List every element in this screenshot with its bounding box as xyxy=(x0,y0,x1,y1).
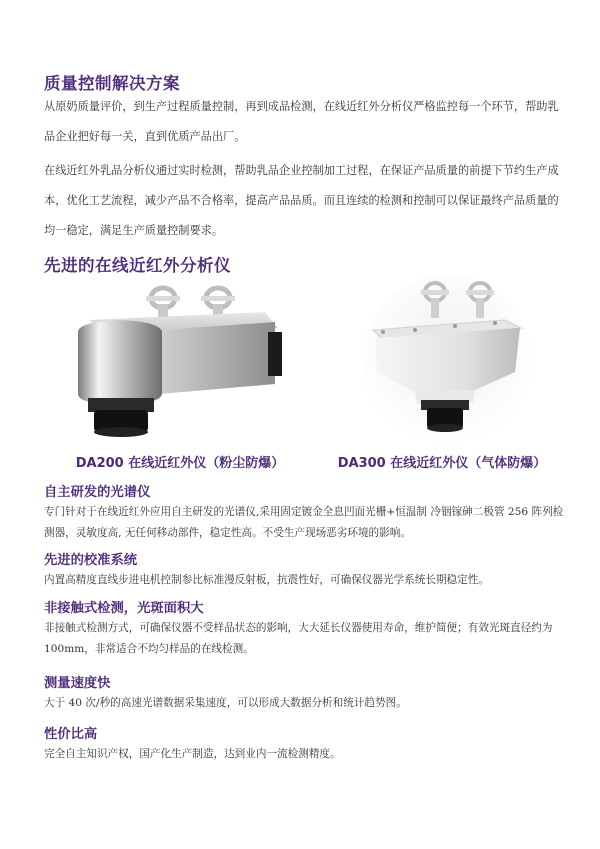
da300-product-image xyxy=(355,272,545,447)
feature-body-speed: 大于 40 次/秒的高速光谱数据采集速度，可以形成大数据分析和统计趋势图。 xyxy=(44,697,407,709)
feature-body-value: 完全自主知识产权，国产化生产制造，达到业内一流检测精度。 xyxy=(44,748,341,760)
intro-paragraph-2: 在线近红外乳品分析仪通过实时检测，帮助乳品企业控制加工过程，在保证产品质量的前提下节约生产成本，优化工艺流程，减少产品不合格率，提高产品品质。而且连续的检测和控制可以保证最终产品质量的均一稳定，满足生产质量控制要求。 xyxy=(44,164,559,237)
products-title: 先进的在线近红外分析仪 xyxy=(44,256,231,275)
feature-title-non-contact: 非接触式检测，光斑面积大 xyxy=(44,601,204,616)
da300-caption: DA300 在线近红外仪（气体防爆） xyxy=(337,456,547,471)
feature-title-spectrometer: 自主研发的光谱仪 xyxy=(44,485,151,500)
feature-title-value: 性价比高 xyxy=(44,727,98,742)
feature-body-spectrometer: 专门针对于在线近红外应用自主研发的光谱仪,采用固定镀金全息凹面光栅+恒温制 冷铟镓砷二极管 256 阵列检测器，灵敏度高, 无任何移动部件，稳定性高。不受生产现场恶劣环境的影响。 xyxy=(44,506,564,539)
feature-body-calibration: 内置高精度直线步进电机控制参比标准漫反射板，抗震性好，可确保仪器光学系统长期稳定性。 xyxy=(44,574,489,586)
intro-title: 质量控制解决方案 xyxy=(44,74,180,93)
feature-title-speed: 测量速度快 xyxy=(44,676,111,691)
feature-body-non-contact: 非接触式检测方式，可确保仪器不受样品状态的影响，大大延长仪器使用寿命，维护简便；有效光斑直径约为 100mm，非常适合不均匀样品的在线检测。 xyxy=(44,622,553,655)
intro-paragraph-1: 从原奶质量评价，到生产过程质量控制，再到成品检测，在线近红外分析仪严格监控每一个环节，帮助乳品企业把好每一关，直到优质产品出厂。 xyxy=(44,100,559,143)
da200-caption: DA200 在线近红外仪（粉尘防爆） xyxy=(75,456,285,471)
feature-title-calibration: 先进的校准系统 xyxy=(44,553,138,568)
da200-product-image xyxy=(60,272,300,447)
